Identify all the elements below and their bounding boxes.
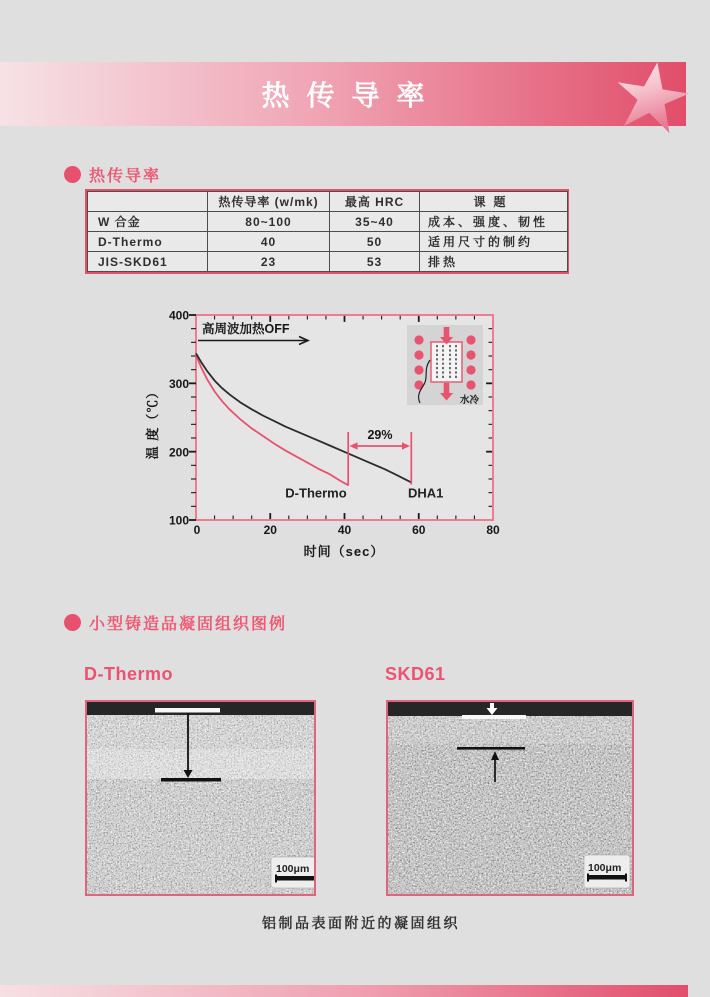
table-row [88,232,568,252]
section-heading-label: 小型铸造品凝固组织图例 [89,616,288,633]
series-label-dthermo: D-Thermo [285,485,347,501]
scale-bar [584,855,630,888]
col-header-name [88,192,208,212]
xtick-0: 0 [193,523,201,537]
heater-off-label: 高周波加热OFF [202,322,290,336]
section-heading-label: 热传导率 [89,168,162,185]
scale-label: 100μm [276,863,310,875]
section-heading-conductivity [64,163,161,186]
col-header-issue: 课题 [420,192,568,212]
col-header-max-hrc: 最高 HRC [330,192,420,212]
y-axis-title: 温 度（℃） [145,384,160,460]
cooling-curve-chart [130,300,510,568]
xtick-60: 60 [412,523,426,537]
difference-label: 29% [367,428,393,442]
ytick-100: 100 [168,513,189,528]
cell-max-hrc: 35~40 [330,212,420,232]
figure-label-dthermo: D-Thermo [84,664,173,684]
chart-canvas [130,300,510,568]
xtick-20: 20 [263,523,277,537]
ytick-400: 400 [168,308,189,323]
cell-max-hrc: 53 [330,252,420,272]
figure-caption: 铝制品表面附近的凝固组织 [262,915,460,931]
xtick-40: 40 [337,523,352,537]
header-banner [0,62,686,126]
footer-bar [0,985,688,997]
page-title: 热传导率 [261,80,442,111]
figure-label-skd61: SKD61 [385,664,446,684]
cell-max-hrc: 50 [330,232,420,252]
conductivity-table [85,189,569,274]
fine-grain-zone [87,749,314,779]
scale-bar [271,857,314,888]
cell-issue: 成本、强度、韧性 [420,212,568,232]
cell-conductivity: 40 [208,232,330,252]
cell-material: JIS-SKD61 [88,252,208,272]
table-row [88,212,568,232]
scale-label: 100μm [588,862,622,874]
col-header-conductivity: 热传导率 (w/mk) [208,192,330,212]
cell-conductivity: 80~100 [208,212,330,232]
section-heading-microstructure [64,611,287,634]
skd61-micrograph [386,700,634,896]
fine-grain-zone [388,716,632,744]
ytick-200: 200 [168,445,189,460]
series-label-dha1: DHA1 [408,485,444,501]
water-cooling-label: 水冷 [460,395,480,406]
bullet-circle-icon [64,614,81,631]
x-axis-title: 时间（sec） [303,544,385,559]
cell-issue: 适用尺寸的制约 [420,232,568,252]
mold-rect [431,342,462,382]
water-cooling-inset [407,325,483,406]
cell-material: D-Thermo [88,232,208,252]
ytick-300: 300 [168,377,189,391]
dthermo-micrograph [85,700,316,896]
cell-issue: 排热 [420,252,568,272]
cell-conductivity: 23 [208,252,330,272]
bullet-circle-icon [64,166,81,183]
cell-material: W 合金 [88,212,208,232]
table-row [88,252,568,272]
xtick-80: 80 [486,523,500,537]
table-header-row [88,192,568,212]
surface-band [388,702,632,716]
